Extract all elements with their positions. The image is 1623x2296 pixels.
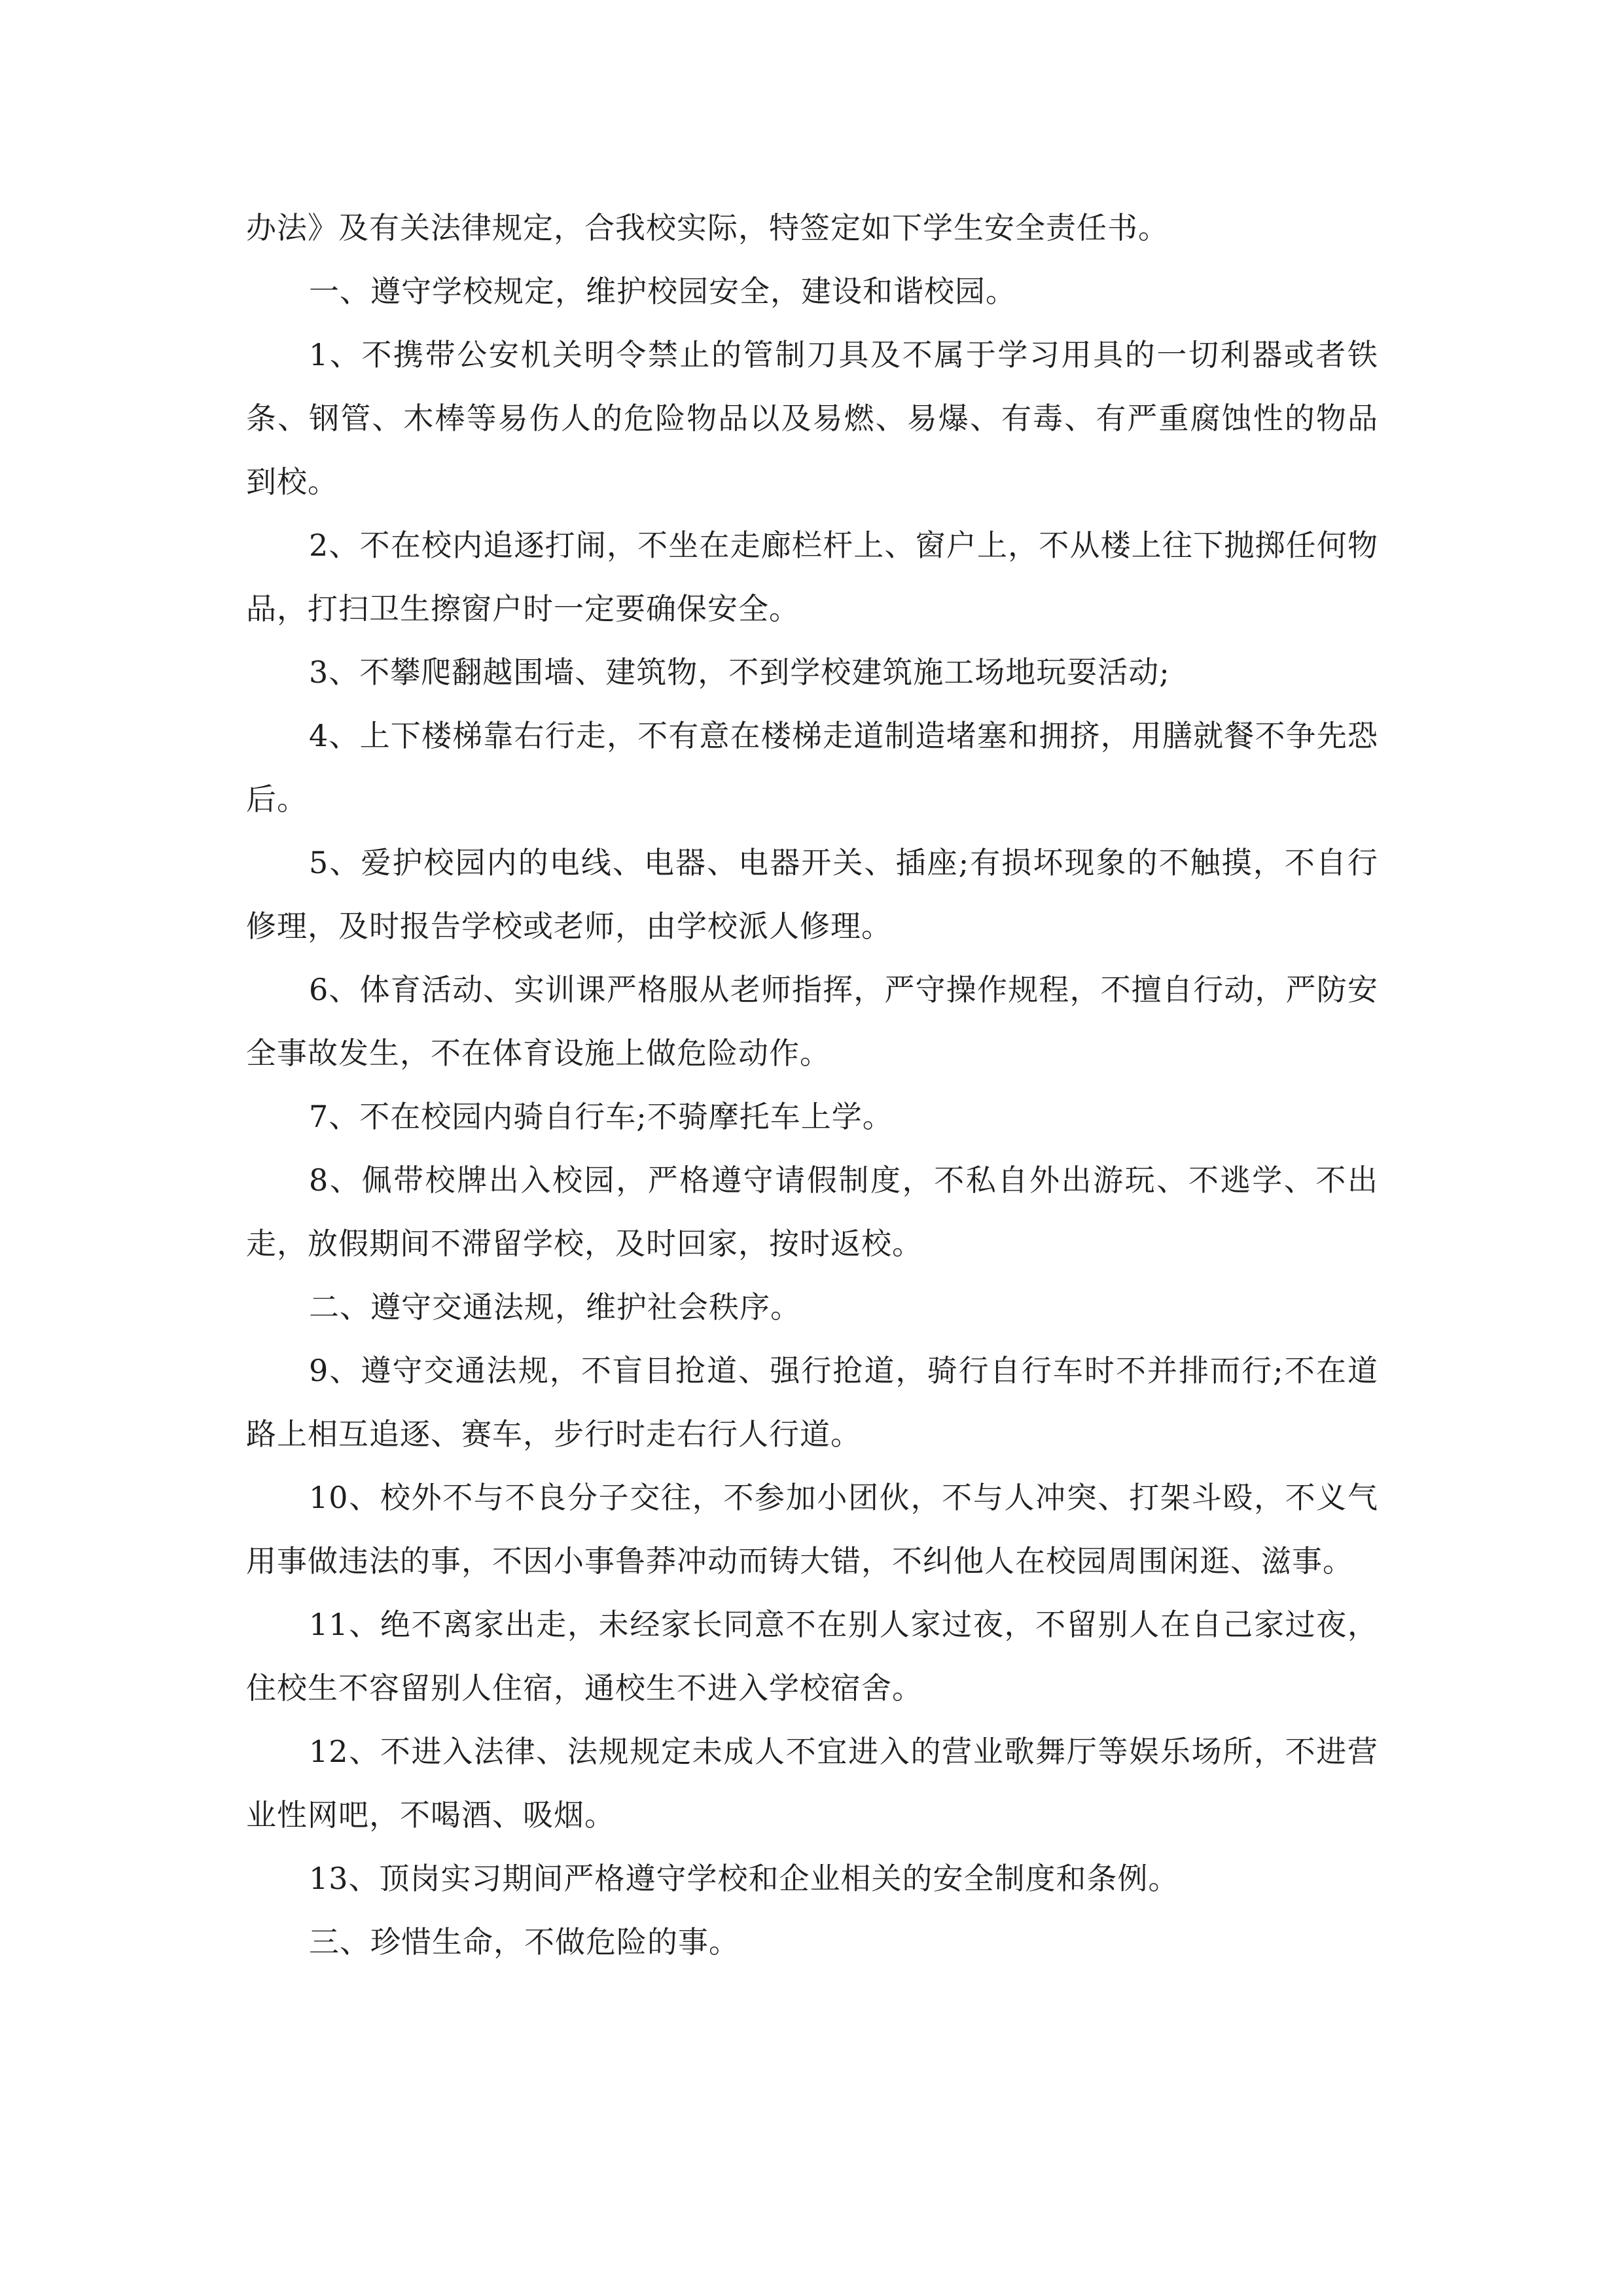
rule-item-11: 11、绝不离家出走，未经家长同意不在别人家过夜，不留别人在自己家过夜，住校生不容留别人住宿，通校生不进入学校宿舍。 (246, 1607, 1378, 1706)
rule-item-1: 1、不携带公安机关明令禁止的管制刀具及不属于学习用具的一切利器或者铁条、钢管、木棒等易伤人的危险物品以及易燃、易爆、有毒、有严重腐蚀性的物品到校。 (246, 337, 1378, 499)
document-body (246, 196, 1378, 1974)
paragraph-intro-continuation: 办法》及有关法律规定，合我校实际，特签定如下学生安全责任书。 (246, 210, 1169, 245)
rule-item-8: 8、佩带校牌出入校园，严格遵守请假制度，不私自外出游玩、不逃学、不出走，放假期间不滞留学校，及时回家，按时返校。 (246, 1162, 1378, 1261)
rule-item-2: 2、不在校内追逐打闹，不坐在走廊栏杆上、窗户上，不从楼上往下抛掷任何物品，打扫卫生擦窗户时一定要确保安全。 (246, 528, 1378, 626)
rule-item-13: 13、顶岗实习期间严格遵守学校和企业相关的安全制度和条例。 (309, 1861, 1179, 1896)
section-heading-1: 一、遵守学校规定，维护校园安全，建设和谐校园。 (309, 274, 1016, 309)
rule-item-10: 10、校外不与不良分子交往，不参加小团伙，不与人冲突、打架斗殴，不义气用事做违法的事，不因小事鲁莽冲动而铸大错，不纠他人在校园周围闲逛、滋事。 (246, 1480, 1378, 1579)
section-heading-2: 二、遵守交通法规，维护社会秩序。 (309, 1289, 801, 1325)
rule-item-7: 7、不在校园内骑自行车;不骑摩托车上学。 (309, 1099, 893, 1134)
rule-item-3: 3、不攀爬翻越围墙、建筑物，不到学校建筑施工场地玩耍活动; (309, 655, 1170, 690)
rule-item-4: 4、上下楼梯靠右行走，不有意在楼梯走道制造堵塞和拥挤，用膳就餐不争先恐后。 (246, 718, 1378, 817)
rule-item-5: 5、爱护校园内的电线、电器、电器开关、插座;有损坏现象的不触摸，不自行修理，及时报告学校或老师，由学校派人修理。 (246, 845, 1378, 944)
rule-item-12: 12、不进入法律、法规规定未成人不宜进入的营业歌舞厅等娱乐场所，不进营业性网吧，不喝酒、吸烟。 (246, 1734, 1378, 1833)
rule-item-6: 6、体育活动、实训课严格服从老师指挥，严守操作规程，不擅自行动，严防安全事故发生，不在体育设施上做危险动作。 (246, 972, 1378, 1071)
section-heading-3: 三、珍惜生命，不做危险的事。 (309, 1924, 740, 1960)
rule-item-9: 9、遵守交通法规，不盲目抢道、强行抢道，骑行自行车时不并排而行;不在道路上相互追逐、赛车，步行时走右行人行道。 (246, 1353, 1378, 1452)
